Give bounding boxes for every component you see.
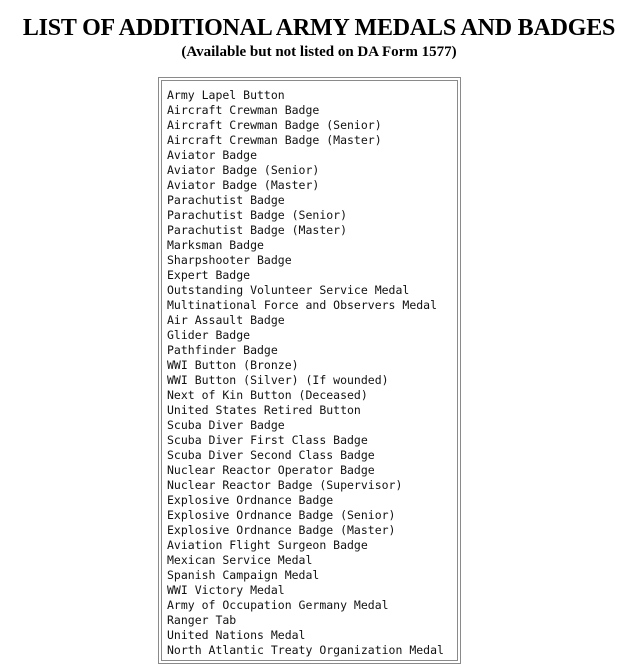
list-item: Expert Badge [167, 268, 251, 282]
page-title: LIST OF ADDITIONAL ARMY MEDALS AND BADGES [22, 15, 616, 41]
list-item: Aviator Badge [167, 148, 258, 162]
list-item: Marksman Badge [167, 238, 264, 252]
medals-list [167, 88, 457, 658]
list-item: Sharpshooter Badge [167, 253, 292, 267]
page-subtitle: (Available but not listed on DA Form 1577) [181, 44, 457, 60]
list-item: Scuba Diver Second Class Badge [167, 448, 375, 462]
list-item: Pathfinder Badge [167, 343, 278, 357]
list-item: Aircraft Crewman Badge (Master) [167, 133, 382, 147]
list-item: Parachutist Badge [167, 193, 285, 207]
list-item: Scuba Diver First Class Badge [167, 433, 368, 447]
list-item: North Atlantic Treaty Organization Medal [167, 643, 444, 657]
list-item: Glider Badge [167, 328, 251, 342]
list-item: Multinational Force and Observers Medal [167, 298, 438, 312]
list-item: Aviator Badge (Master) [167, 178, 320, 192]
list-item: Mexican Service Medal [167, 553, 313, 567]
list-item: WWI Victory Medal [167, 583, 285, 597]
list-item: Outstanding Volunteer Service Medal [167, 283, 410, 297]
list-item: Next of Kin Button (Deceased) [167, 388, 368, 402]
list-item: Aviator Badge (Senior) [167, 163, 320, 177]
list-item: Nuclear Reactor Operator Badge [167, 463, 375, 477]
list-item: Explosive Ordnance Badge (Senior) [167, 508, 396, 522]
list-item: Army of Occupation Germany Medal [167, 598, 389, 612]
list-item: Ranger Tab [167, 613, 237, 627]
list-item: Explosive Ordnance Badge [167, 493, 334, 507]
list-item: Aircraft Crewman Badge [167, 103, 320, 117]
list-item: Aircraft Crewman Badge (Senior) [167, 118, 382, 132]
list-item: Scuba Diver Badge [167, 418, 285, 432]
medals-list-box [158, 77, 461, 664]
list-item: United States Retired Button [167, 403, 361, 417]
list-item: United Nations Medal [167, 628, 306, 642]
list-item: Explosive Ordnance Badge (Master) [167, 523, 396, 537]
list-item: Parachutist Badge (Senior) [167, 208, 348, 222]
list-item: Parachutist Badge (Master) [167, 223, 348, 237]
list-item: WWI Button (Silver) (If wounded) [167, 373, 389, 387]
list-item: Aviation Flight Surgeon Badge [167, 538, 368, 552]
list-item: Nuclear Reactor Badge (Supervisor) [167, 478, 403, 492]
list-item: Air Assault Badge [167, 313, 285, 327]
list-item: Spanish Campaign Medal [167, 568, 320, 582]
medals-list-inner [161, 80, 458, 661]
list-item: Army Lapel Button [167, 88, 285, 102]
list-item: WWI Button (Bronze) [167, 358, 299, 372]
